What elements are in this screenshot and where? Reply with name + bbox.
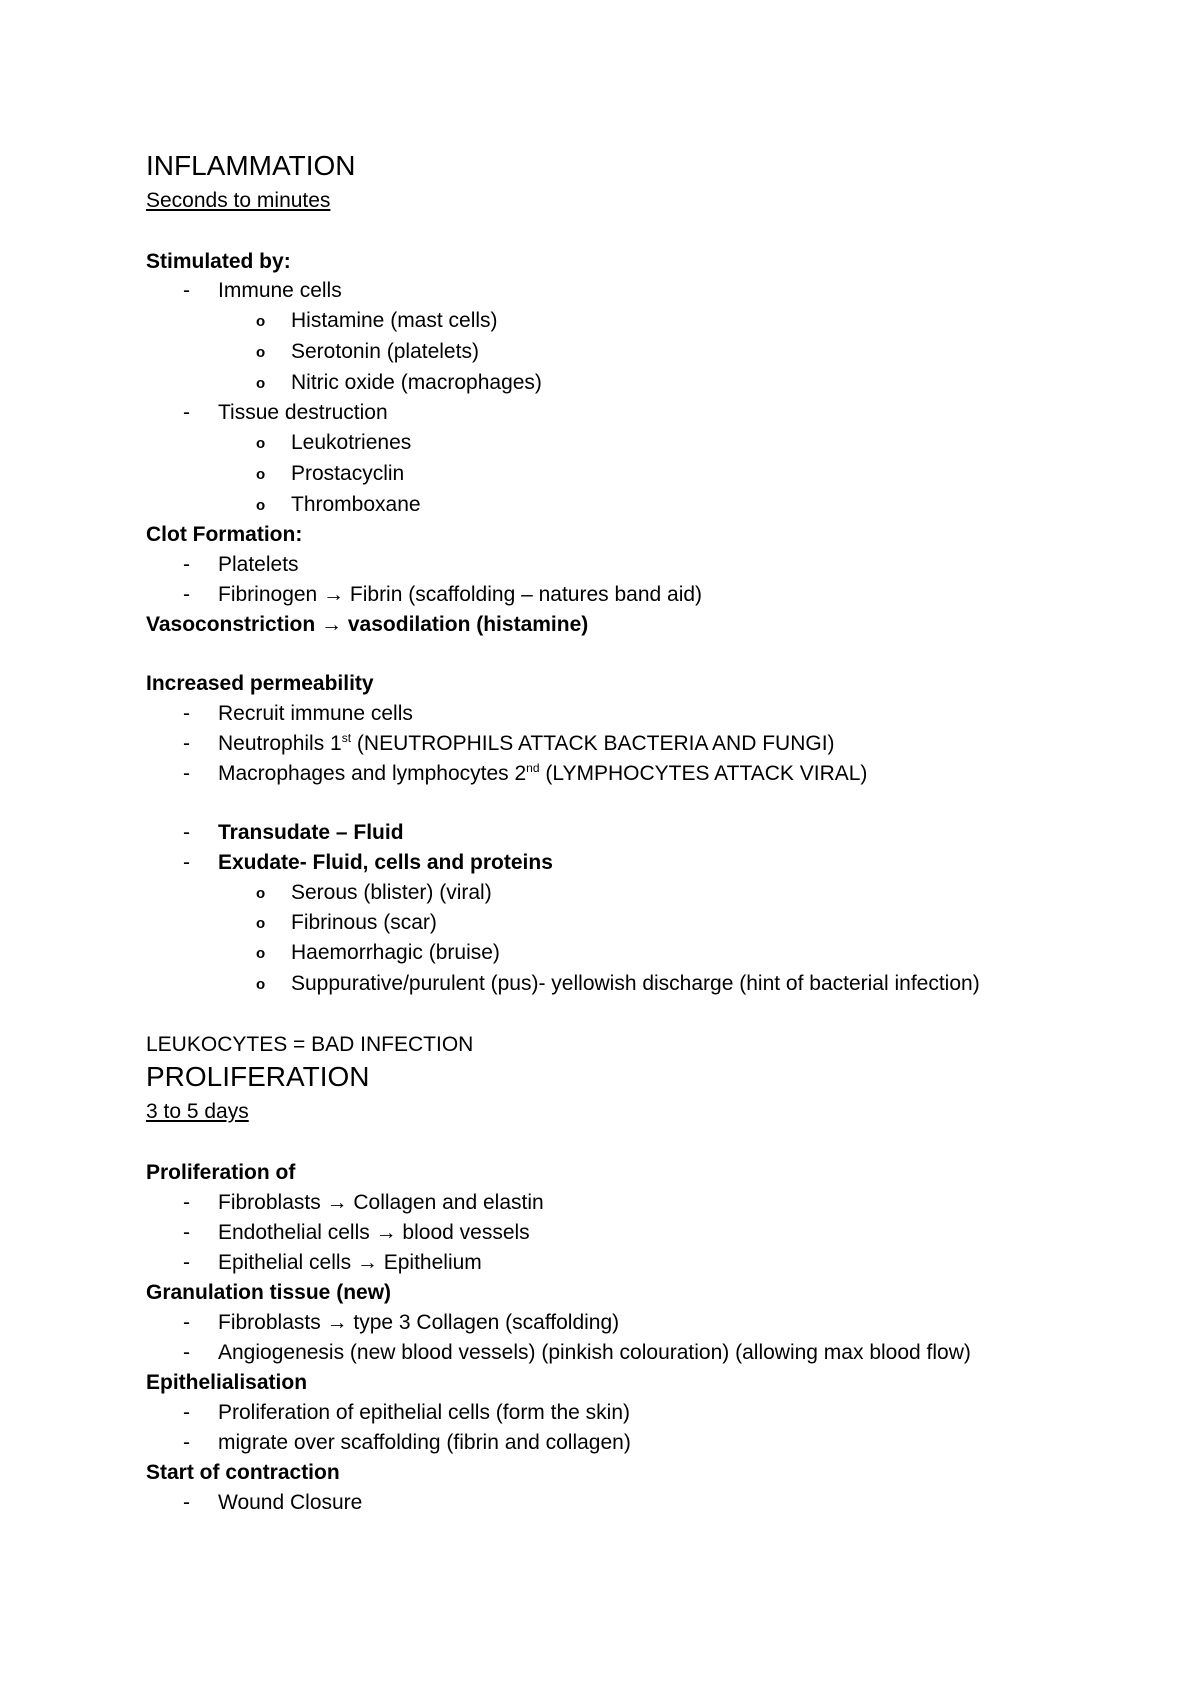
proliferation-timeframe: 3 to 5 days: [146, 1100, 249, 1123]
dash-bullet: -: [183, 279, 190, 302]
inflammation-title: INFLAMMATION: [146, 150, 356, 181]
dash-bullet: -: [183, 1491, 190, 1514]
sub-item: Leukotrienes: [291, 431, 412, 454]
sub-item: Serotonin (platelets): [291, 340, 479, 363]
dash-bullet: -: [183, 1431, 190, 1454]
sub-item: Serous (blister) (viral): [291, 881, 492, 904]
list-item: Wound Closure: [218, 1491, 363, 1514]
dash-bullet: -: [183, 1221, 190, 1244]
vasoconstriction-heading: Vasoconstriction → vasodilation (histamine): [146, 613, 589, 636]
list-item: Epithelial cells → Epithelium: [218, 1251, 482, 1274]
circle-bullet: o: [256, 976, 266, 993]
exudate-item: Exudate- Fluid, cells and proteins: [218, 851, 553, 874]
dash-bullet: -: [183, 1401, 190, 1424]
inflammation-timeframe: Seconds to minutes: [146, 189, 331, 212]
dash-bullet: -: [183, 553, 190, 576]
leukocytes-note: LEUKOCYTES = BAD INFECTION: [146, 1033, 474, 1056]
dash-bullet: -: [183, 401, 190, 424]
sub-item: Prostacyclin: [291, 462, 405, 485]
neutrophils-item: Neutrophils 1st (NEUTROPHILS ATTACK BACTERIA AND FUNGI): [218, 731, 835, 755]
sub-item: Haemorrhagic (bruise): [291, 941, 500, 964]
dash-bullet: -: [183, 1251, 190, 1274]
proliferation-title: PROLIFERATION: [146, 1061, 370, 1092]
list-item: Fibroblasts → type 3 Collagen (scaffolding): [218, 1311, 620, 1334]
epithelialisation-heading: Epithelialisation: [146, 1371, 308, 1394]
list-item: Fibroblasts → Collagen and elastin: [218, 1191, 544, 1214]
list-item: Endothelial cells → blood vessels: [218, 1221, 530, 1244]
dash-bullet: -: [183, 762, 190, 785]
immune-cells-item: Immune cells: [218, 279, 342, 302]
granulation-heading: Granulation tissue (new): [146, 1281, 392, 1304]
sub-item: Nitric oxide (macrophages): [291, 371, 542, 394]
dash-bullet: -: [183, 1311, 190, 1334]
permeability-heading: Increased permeability: [146, 672, 374, 695]
transudate-item: Transudate – Fluid: [218, 821, 404, 844]
list-item: migrate over scaffolding (fibrin and collagen): [218, 1431, 631, 1454]
circle-bullet: o: [256, 885, 266, 902]
clot-formation-heading: Clot Formation:: [146, 523, 303, 546]
list-item: Platelets: [218, 553, 299, 576]
list-item: Recruit immune cells: [218, 702, 413, 725]
dash-bullet: -: [183, 583, 190, 606]
stimulated-by-heading: Stimulated by:: [146, 250, 291, 273]
circle-bullet: o: [256, 945, 266, 962]
circle-bullet: o: [256, 466, 266, 483]
dash-bullet: -: [183, 821, 190, 844]
circle-bullet: o: [256, 313, 266, 330]
circle-bullet: o: [256, 375, 266, 392]
dash-bullet: -: [183, 702, 190, 725]
sub-item: Suppurative/purulent (pus)- yellowish discharge (hint of bacterial infection): [291, 972, 980, 995]
list-item: Proliferation of epithelial cells (form the skin): [218, 1401, 631, 1424]
circle-bullet: o: [256, 435, 266, 452]
dash-bullet: -: [183, 732, 190, 755]
list-item: Fibrinogen → Fibrin (scaffolding – natures band aid): [218, 583, 703, 606]
sub-item: Histamine (mast cells): [291, 309, 498, 332]
contraction-heading: Start of contraction: [146, 1461, 340, 1484]
circle-bullet: o: [256, 497, 266, 514]
dash-bullet: -: [183, 1341, 190, 1364]
sub-item: Fibrinous (scar): [291, 911, 437, 934]
dash-bullet: -: [183, 1191, 190, 1214]
tissue-destruction-item: Tissue destruction: [218, 401, 388, 424]
circle-bullet: o: [256, 344, 266, 361]
proliferation-of-heading: Proliferation of: [146, 1161, 296, 1184]
sub-item: Thromboxane: [291, 493, 421, 516]
macrophages-item: Macrophages and lymphocytes 2nd (LYMPHOCYTES ATTACK VIRAL): [218, 761, 868, 785]
circle-bullet: o: [256, 915, 266, 932]
dash-bullet: -: [183, 851, 190, 874]
list-item: Angiogenesis (new blood vessels) (pinkish colouration) (allowing max blood flow): [218, 1341, 971, 1364]
